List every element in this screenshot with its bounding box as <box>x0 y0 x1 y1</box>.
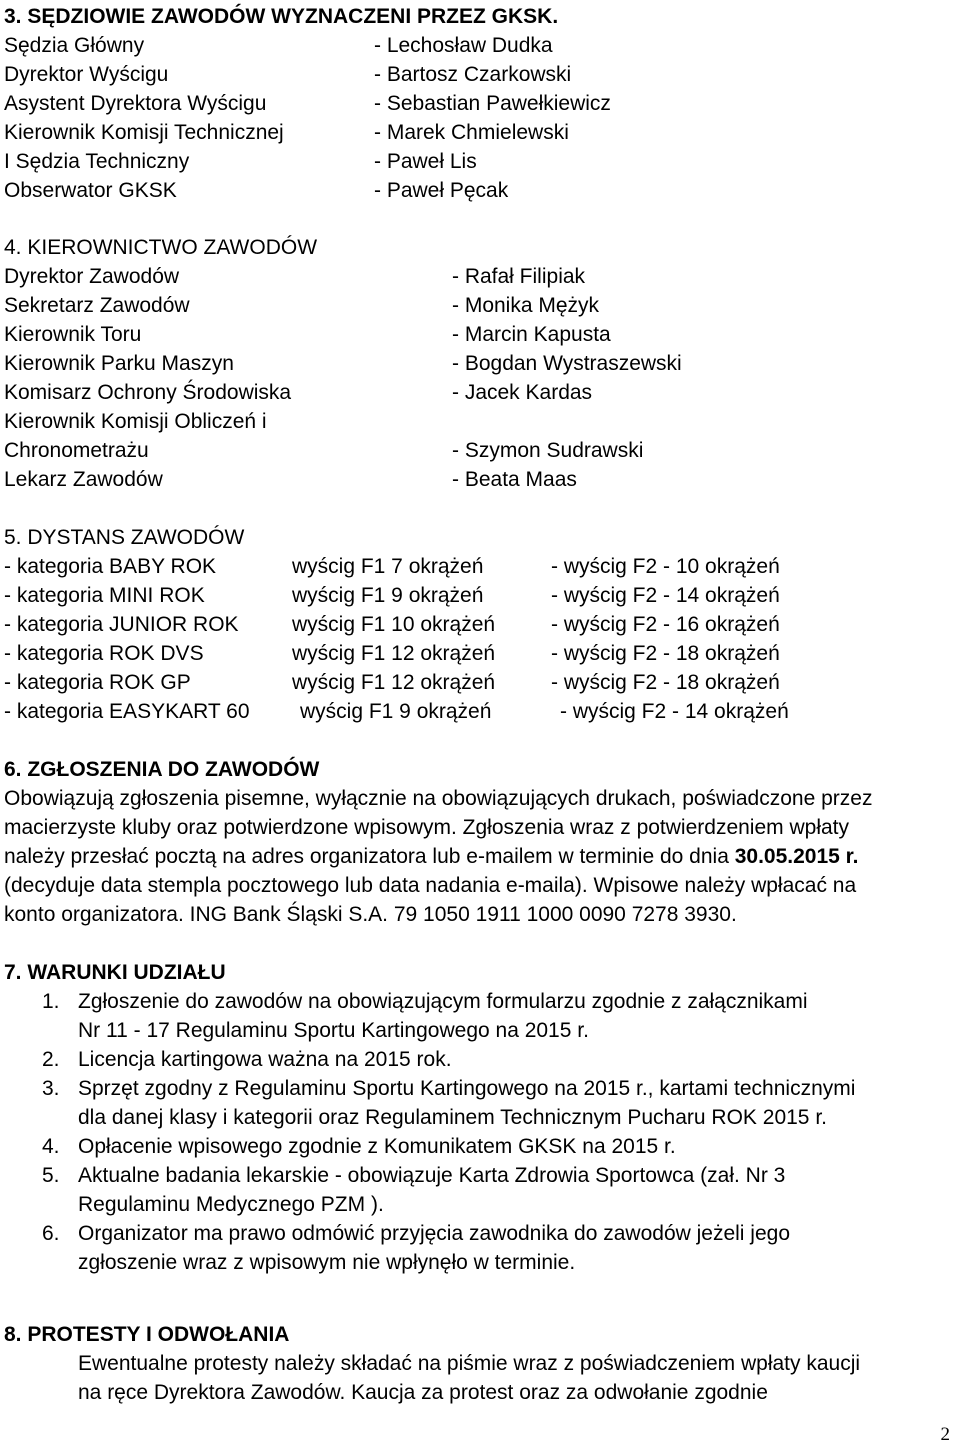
category-label: - kategoria EASYKART 60 <box>4 700 250 723</box>
f2-laps: - wyścig F2 - 18 okrążeń <box>551 671 780 694</box>
role-label: Chronometrażu <box>4 439 149 462</box>
paragraph-line: Ewentualne protesty należy składać na piśmie wraz z poświadczeniem wpłaty kaucji <box>78 1352 861 1375</box>
paragraph-line <box>4 842 859 871</box>
paragraph-line: macierzyste kluby oraz potwierdzone wpisowym. Zgłoszenia wraz z potwierdzeniem wpłaty <box>4 816 849 839</box>
list-item-line: Organizator ma prawo odmówić przyjęcia zawodnika do zawodów jeżeli jego <box>78 1222 791 1245</box>
role-label: Kierownik Komisji Obliczeń i <box>4 410 267 433</box>
list-number: 1. <box>42 990 60 1013</box>
paragraph-line: (decyduje data stempla pocztowego lub data nadania e-maila). Wpisowe należy wpłacać na <box>4 874 857 897</box>
list-item-line: Zgłoszenie do zawodów na obowiązującym formularzu zgodnie z załącznikami <box>78 990 808 1013</box>
list-number: 4. <box>42 1135 60 1158</box>
list-number: 5. <box>42 1164 60 1187</box>
f1-laps: wyścig F1 12 okrążeń <box>292 642 496 665</box>
role-label: Obserwator GKSK <box>4 179 177 202</box>
list-item-line: Aktualne badania lekarskie - obowiązuje Karta Zdrowia Sportowca (zał. Nr 3 <box>78 1164 786 1187</box>
person-name: - Bartosz Czarkowski <box>374 63 572 86</box>
f1-laps: wyścig F1 7 okrążeń <box>292 555 484 578</box>
role-label: Lekarz Zawodów <box>4 468 163 491</box>
person-name: - Rafał Filipiak <box>452 265 586 288</box>
list-item-line: Sprzęt zgodny z Regulaminu Sportu Kartingowego na 2015 r., kartami technicznymi <box>78 1077 856 1100</box>
category-label: - kategoria MINI ROK <box>4 584 205 607</box>
f1-laps: wyścig F1 12 okrążeń <box>292 671 496 694</box>
list-number: 3. <box>42 1077 60 1100</box>
list-item-line: dla danej klasy i kategorii oraz Regulaminem Technicznym Pucharu ROK 2015 r. <box>78 1106 827 1129</box>
role-label: Kierownik Parku Maszyn <box>4 352 234 375</box>
category-label: - kategoria BABY ROK <box>4 555 217 578</box>
f2-laps: - wyścig F2 - 10 okrążeń <box>551 555 780 578</box>
f1-laps: wyścig F1 9 okrążeń <box>292 584 484 607</box>
person-name: - Bogdan Wystraszewski <box>452 352 682 375</box>
section-3-heading: 3. SĘDZIOWIE ZAWODÓW WYZNACZENI PRZEZ GKSK. <box>4 5 559 28</box>
role-label: Asystent Dyrektora Wyścigu <box>4 92 267 115</box>
section-6-heading: 6. ZGŁOSZENIA DO ZAWODÓW <box>4 758 320 781</box>
section-8-heading: 8. PROTESTY I ODWOŁANIA <box>4 1323 290 1346</box>
role-label: Kierownik Komisji Technicznej <box>4 121 284 144</box>
f1-laps: wyścig F1 10 okrążeń <box>292 613 496 636</box>
list-item-line: zgłoszenie wraz z wpisowym nie wpłynęło w terminie. <box>78 1251 576 1274</box>
role-label: I Sędzia Techniczny <box>4 150 190 173</box>
person-name: - Paweł Lis <box>374 150 477 173</box>
role-label: Kierownik Toru <box>4 323 142 346</box>
f1-laps: wyścig F1 9 okrążeń <box>300 700 492 723</box>
person-name: - Beata Maas <box>452 468 577 491</box>
list-item-line: Nr 11 - 17 Regulaminu Sportu Kartingowego na 2015 r. <box>78 1019 589 1042</box>
person-name: - Sebastian Pawełkiewicz <box>374 92 611 115</box>
paragraph-text: należy przesłać pocztą na adres organizatora lub e-mailem w terminie do dnia <box>4 845 735 868</box>
category-label: - kategoria ROK GP <box>4 671 191 694</box>
paragraph-line: Obowiązują zgłoszenia pisemne, wyłącznie na obowiązujących drukach, poświadczone przez <box>4 787 873 810</box>
list-item-line: Opłacenie wpisowego zgodnie z Komunikatem GKSK na 2015 r. <box>78 1135 676 1158</box>
person-name: - Jacek Kardas <box>452 381 593 404</box>
list-number: 6. <box>42 1222 60 1245</box>
person-name: - Marek Chmielewski <box>374 121 569 144</box>
person-name: - Marcin Kapusta <box>452 323 611 346</box>
category-label: - kategoria ROK DVS <box>4 642 204 665</box>
person-name: - Paweł Pęcak <box>374 179 509 202</box>
deadline-date: 30.05.2015 r. <box>734 845 859 868</box>
role-label: Sędzia Główny <box>4 34 145 57</box>
paragraph-line: na ręce Dyrektora Zawodów. Kaucja za protest oraz za odwołanie zgodnie <box>78 1381 768 1404</box>
page-number: 2 <box>940 1424 950 1445</box>
list-item-line: Licencja kartingowa ważna na 2015 rok. <box>78 1048 452 1071</box>
person-name: - Lechosław Dudka <box>374 34 553 57</box>
role-label: Dyrektor Zawodów <box>4 265 180 288</box>
list-item-line: Regulaminu Medycznego PZM ). <box>78 1193 384 1216</box>
section-7-heading: 7. WARUNKI UDZIAŁU <box>4 961 226 984</box>
category-label: - kategoria JUNIOR ROK <box>4 613 239 636</box>
person-name: - Monika Mężyk <box>452 294 600 317</box>
f2-laps: - wyścig F2 - 18 okrążeń <box>551 642 780 665</box>
role-label: Komisarz Ochrony Środowiska <box>4 381 292 404</box>
list-number: 2. <box>42 1048 60 1071</box>
role-label: Dyrektor Wyścigu <box>4 63 169 86</box>
f2-laps: - wyścig F2 - 16 okrążeń <box>551 613 780 636</box>
paragraph-line: konto organizatora. ING Bank Śląski S.A. 79 1050 1911 1000 0090 7278 3930. <box>4 903 737 926</box>
person-name: - Szymon Sudrawski <box>452 439 644 462</box>
role-label: Sekretarz Zawodów <box>4 294 190 317</box>
section-4-heading: 4. KIEROWNICTWO ZAWODÓW <box>4 236 318 259</box>
section-5-heading: 5. DYSTANS ZAWODÓW <box>4 526 245 549</box>
f2-laps: - wyścig F2 - 14 okrążeń <box>551 584 780 607</box>
f2-laps: - wyścig F2 - 14 okrążeń <box>560 700 789 723</box>
